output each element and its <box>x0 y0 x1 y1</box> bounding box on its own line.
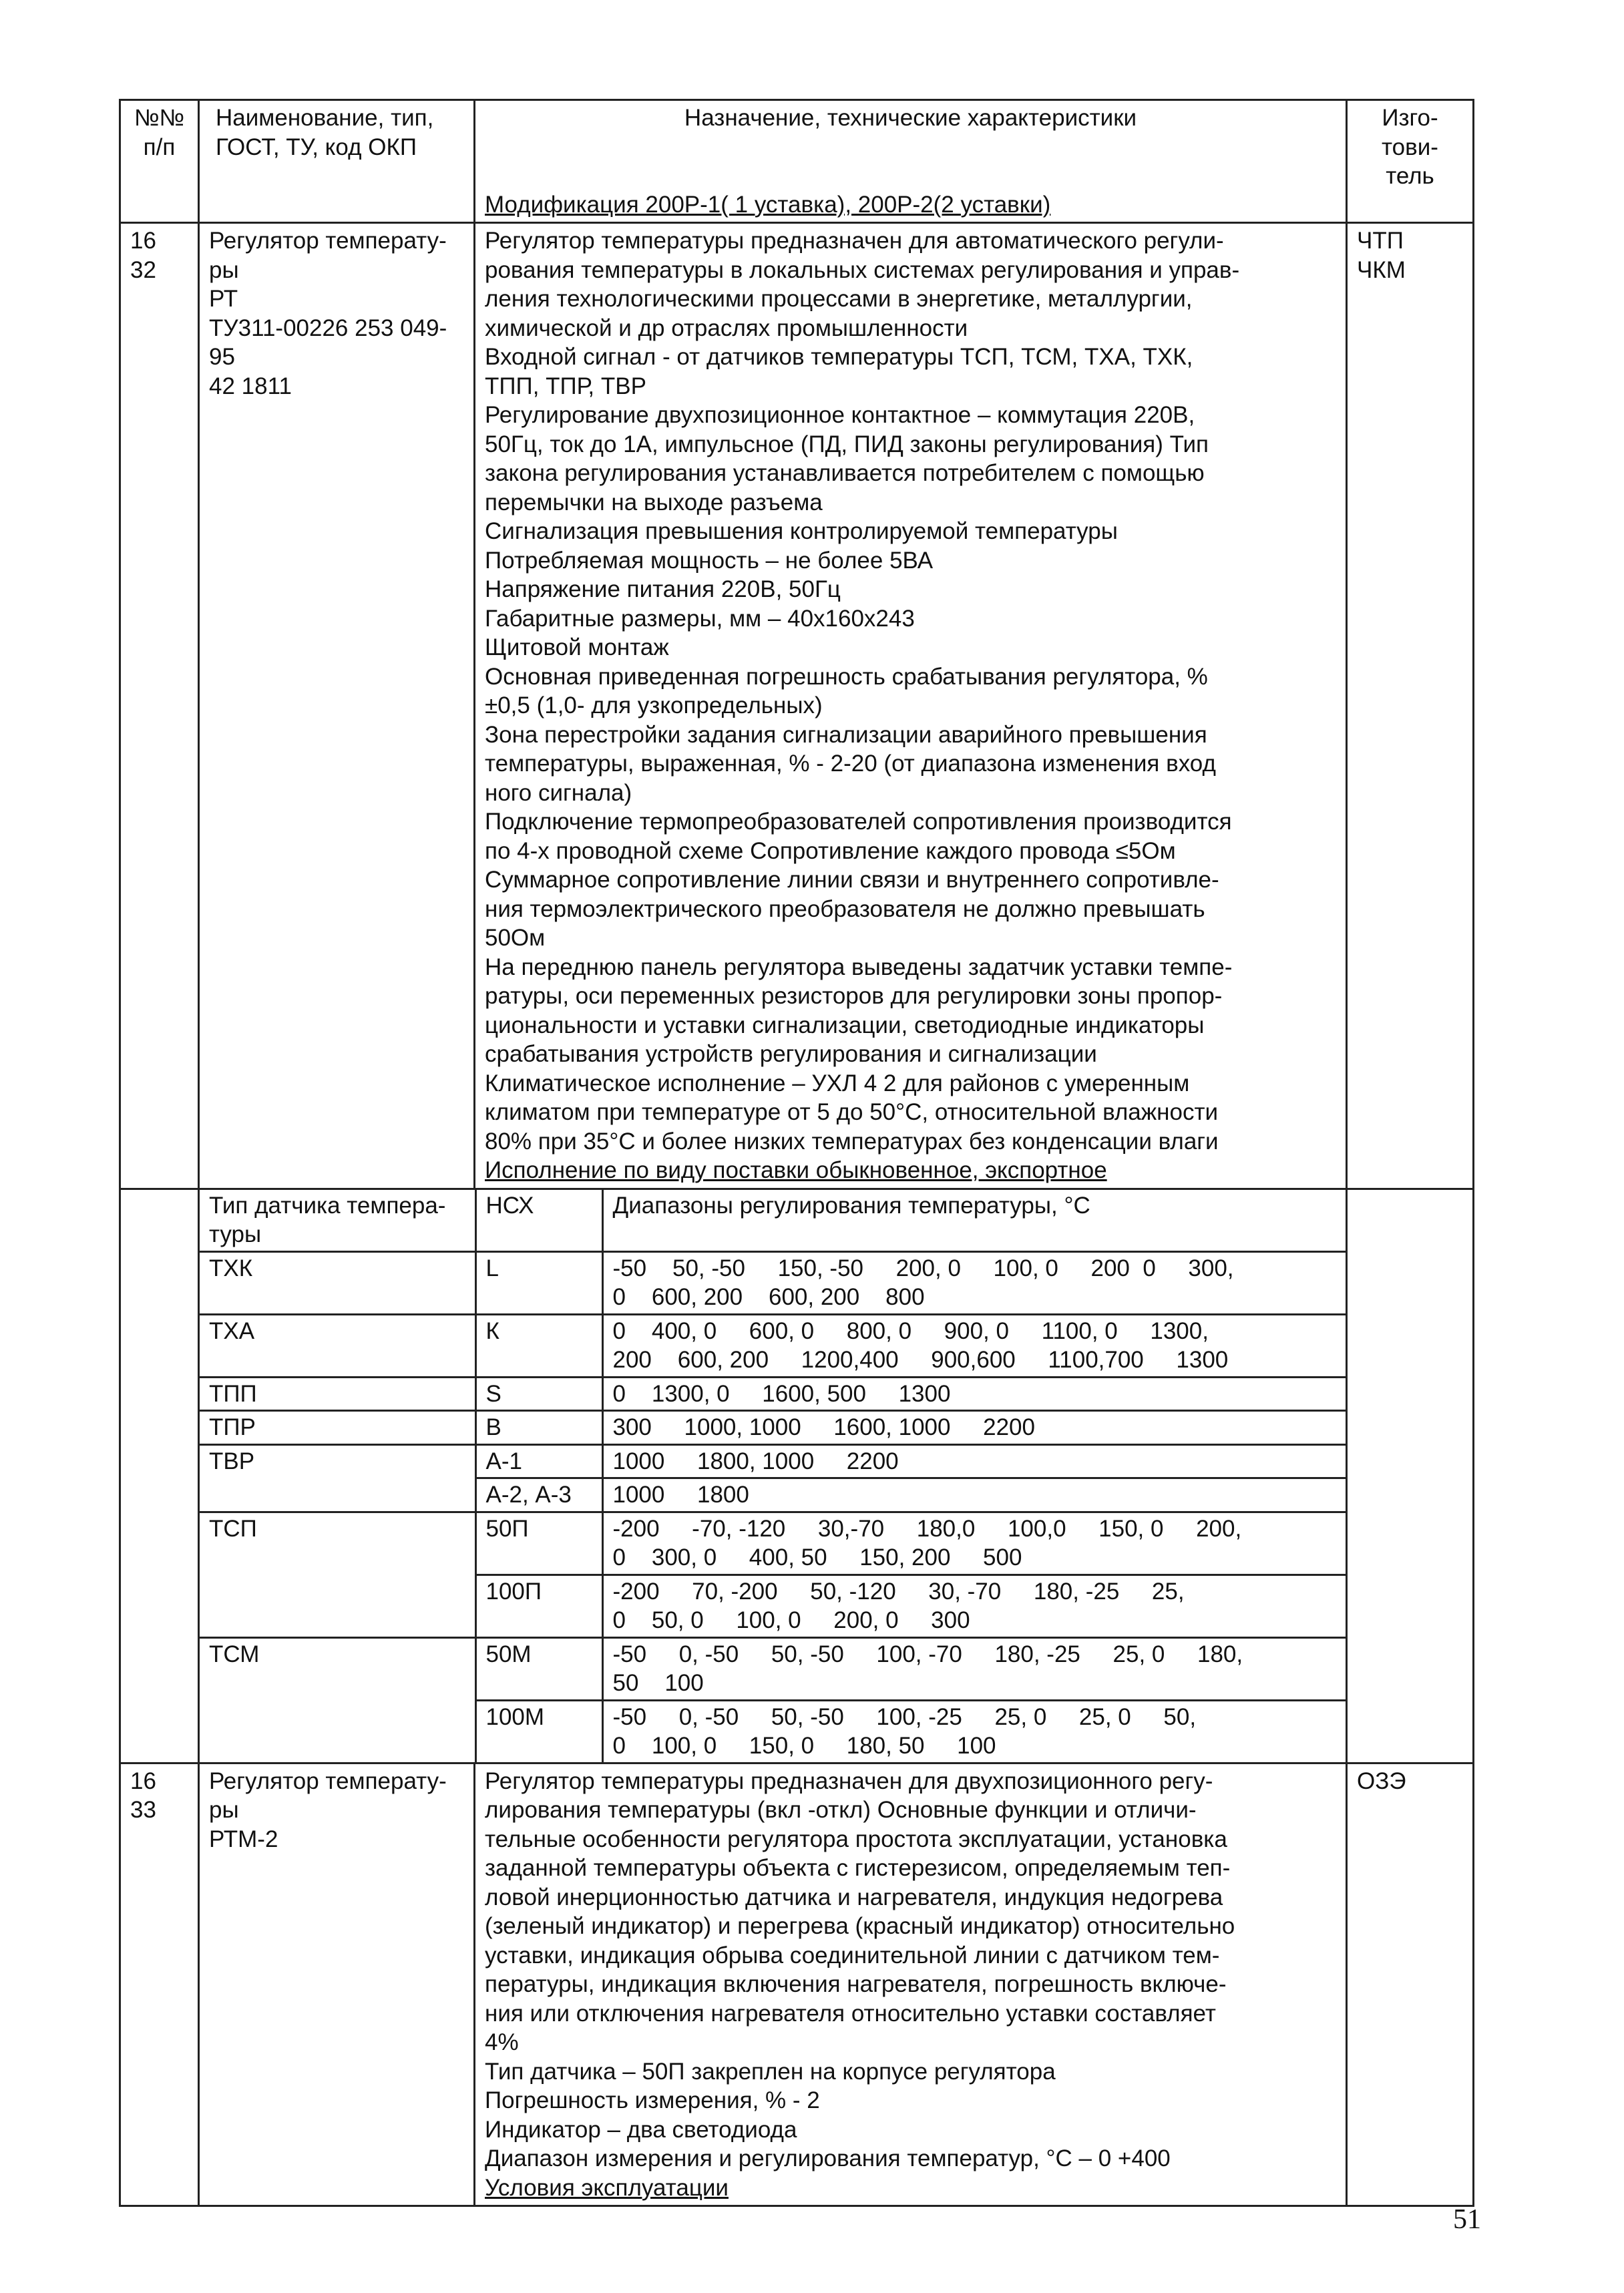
sensor-row <box>200 1512 1346 1575</box>
row2-name <box>199 1763 475 2206</box>
row1-desc-line: Основная приведенная погрешность срабатывания регулятора, % <box>485 663 1208 690</box>
sensor-type-header-line: туры <box>209 1221 262 1247</box>
sensor-range-line: 1000 1800 <box>612 1482 749 1508</box>
sensor-type: ТПП <box>200 1377 475 1411</box>
header-purpose-label: Назначение, технические характеристики <box>684 105 1137 131</box>
row1-maker <box>1347 223 1474 1189</box>
header-modification-label: Модификация 200Р-1( 1 уставка), 200Р-2(2 уставки) <box>485 191 1051 218</box>
row1-number: 16 32 <box>120 223 199 1189</box>
row1-desc-line: Регулирование двухпозиционное контактное – коммутация 220В, <box>485 402 1195 428</box>
sensor-range-line: 0 50, 0 100, 0 200, 0 300 <box>612 1607 970 1633</box>
sensor-type: ТСМ <box>200 1637 475 1762</box>
sensor-range <box>602 1314 1346 1377</box>
sensor-range-line: 50 100 <box>612 1670 704 1696</box>
row1-desc-line: по 4-х проводной схеме Сопротивление каждого провода ≤5Ом <box>485 837 1176 864</box>
row1-desc-line: циональности и уставки сигнализации, светодиодные индикаторы <box>485 1012 1205 1038</box>
row2-desc-line: ловой инерционностью датчика и нагревателя, индукция недогрева <box>485 1884 1223 1910</box>
sensor-row <box>200 1314 1346 1377</box>
sensor-range <box>602 1411 1346 1445</box>
header-number-cell <box>120 100 199 223</box>
row1-description <box>475 223 1347 1189</box>
sensor-range-header: Диапазоны регулирования температуры, °С <box>602 1190 1346 1252</box>
sensor-type: ТВР <box>200 1444 475 1512</box>
sensor-range-line: 300 1000, 1000 1600, 1000 2200 <box>612 1414 1035 1440</box>
sensor-type: ТПР <box>200 1411 475 1445</box>
sensor-hcx: 100П <box>475 1575 602 1637</box>
row2-desc-line: (зеленый индикатор) и перегрева (красный индикатор) относительно <box>485 1913 1235 1939</box>
row1-desc-line: 50Гц, ток до 1А, импульсное (ПД, ПИД законы регулирования) Тип <box>485 431 1209 457</box>
row1-name <box>199 223 475 1189</box>
row1-desc-line: Габаритные размеры, мм – 40х160х243 <box>485 605 915 632</box>
row1-name-line: ры <box>209 256 239 283</box>
row1-desc-line: ления технологическими процессами в энергетике, металлургии, <box>485 286 1193 312</box>
sensor-hcx: А-1 <box>475 1444 602 1478</box>
row1-name-line: 42 1811 <box>209 373 292 399</box>
row1-desc-line: 50Ом <box>485 925 546 951</box>
sensor-type-header-line: Тип датчика темпера- <box>209 1192 446 1219</box>
sensor-range <box>602 1575 1346 1637</box>
row1-desc-line: Климатическое исполнение – УХЛ 4 2 для районов с умеренным <box>485 1070 1190 1096</box>
row2-name-line: РТМ-2 <box>209 1826 278 1852</box>
row1-desc-line: Сигнализация превышения контролируемой температуры <box>485 518 1118 544</box>
sensor-hcx: 50М <box>475 1637 602 1700</box>
sensor-range <box>602 1251 1346 1314</box>
sensor-range-line: -200 -70, -120 30,-70 180,0 100,0 150, 0 200, <box>612 1515 1242 1542</box>
sensor-range-line: 0 1300, 0 1600, 500 1300 <box>612 1380 951 1407</box>
sensor-type: ТСП <box>200 1512 475 1637</box>
table-row-1632 <box>120 223 1474 1189</box>
row2-desc-line: Погрешность измерения, % - 2 <box>485 2087 820 2113</box>
sensor-type: ТХК <box>200 1251 475 1314</box>
row2-name-line: Регулятор температу- <box>209 1767 447 1794</box>
row1-maker-line: ЧТП <box>1357 228 1404 254</box>
sensor-hcx: 50П <box>475 1512 602 1575</box>
row2-desc-line: ния или отключения нагревателя относительно уставки составляет <box>485 2000 1216 2027</box>
sensor-range <box>602 1700 1346 1762</box>
sensor-header-row <box>200 1190 1346 1252</box>
sensor-range-line: -50 0, -50 50, -50 100, -70 180, -25 25, 0 180, <box>612 1641 1243 1667</box>
sensor-hcx: А-2, А-3 <box>475 1478 602 1512</box>
sensor-hcx: S <box>475 1377 602 1411</box>
header-maker-cell <box>1347 100 1474 223</box>
sensor-range <box>602 1377 1346 1411</box>
sensor-range-line: 0 600, 200 600, 200 800 <box>612 1284 925 1310</box>
header-number-label: п/п <box>143 134 176 160</box>
sensor-row <box>200 1251 1346 1314</box>
sensor-row <box>200 1444 1346 1478</box>
row1-name-line: Регулятор температу- <box>209 228 447 254</box>
sensor-type: ТХА <box>200 1314 475 1377</box>
sensor-table-row <box>120 1189 1474 1763</box>
row1-desc-line: ратуры, оси переменных резисторов для регулировки зоны пропор- <box>485 983 1223 1009</box>
header-maker-label: тель <box>1386 163 1434 189</box>
row1-desc-line: Потребляемая мощность – не более 5ВА <box>485 547 934 574</box>
sensor-row <box>200 1377 1346 1411</box>
sensor-range-line: 0 300, 0 400, 50 150, 200 500 <box>612 1544 1022 1571</box>
row1-maker-line: ЧКМ <box>1357 256 1406 283</box>
row1-desc-line: рования температуры в локальных системах регулирования и управ- <box>485 256 1240 283</box>
row2-description <box>475 1763 1347 2206</box>
sensor-range-line: -200 70, -200 50, -120 30, -70 180, -25 25, <box>612 1578 1185 1605</box>
sensor-range <box>602 1512 1346 1575</box>
sensor-hcx: 100М <box>475 1700 602 1762</box>
row1-desc-line: перемычки на выходе разъема <box>485 489 823 515</box>
row2-desc-line: Регулятор температуры предназначен для двухпозиционного регу- <box>485 1767 1213 1794</box>
row1-desc-line: Напряжение питания 220В, 50Гц <box>485 576 841 602</box>
row1-desc-line: закона регулирования устанавливается потребителем с помощью <box>485 460 1205 486</box>
sensor-table-cell <box>199 1189 1347 1763</box>
row1-desc-line: ного сигнала) <box>485 779 632 806</box>
row2-desc-line: пературы, индикация включения нагревателя, погрешность включе- <box>485 1971 1227 1997</box>
sensor-range-line: -50 50, -50 150, -50 200, 0 100, 0 200 0 300, <box>612 1255 1234 1281</box>
sensor-type-header <box>200 1190 475 1252</box>
sensor-range-line: 200 600, 200 1200,400 900,600 1100,700 1300 <box>612 1347 1229 1373</box>
header-name-cell <box>199 100 475 223</box>
row1-desc-line: Подключение термопреобразователей сопротивления производится <box>485 809 1232 835</box>
row1-desc-line: Суммарное сопротивление линии связи и внутреннего сопротивле- <box>485 867 1219 893</box>
header-maker-label: Изго- <box>1382 105 1438 131</box>
header-purpose-cell <box>475 100 1347 223</box>
catalog-table <box>119 99 1474 2207</box>
sensor-range-line: -50 0, -50 50, -50 100, -25 25, 0 25, 0 50, <box>612 1703 1197 1730</box>
row1-name-line: ТУ311-00226 253 049- <box>209 315 447 341</box>
row1-desc-line: ТПП, ТПР, ТВР <box>485 373 646 399</box>
row1-desc-line: химической и др отраслях промышленности <box>485 315 968 341</box>
row2-desc-line: Диапазон измерения и регулирования температур, °С – 0 +400 <box>485 2145 1171 2171</box>
row1-desc-line: климатом при температуре от 5 до 50°С, относительной влажности <box>485 1099 1219 1125</box>
sensor-range-line: 0 100, 0 150, 0 180, 50 100 <box>612 1733 996 1759</box>
row1-desc-line: Входной сигнал - от датчиков температуры ТСП, ТСМ, ТХА, ТХК, <box>485 344 1193 370</box>
row2-desc-line: Индикатор – два светодиода <box>485 2116 797 2143</box>
row2-desc-line: тельные особенности регулятора простота эксплуатации, установка <box>485 1826 1227 1852</box>
sensor-hcx: К <box>475 1314 602 1377</box>
row1-desc-line: Щитовой монтаж <box>485 634 669 660</box>
row1-name-line: 95 <box>209 344 235 370</box>
row2-name-line: ры <box>209 1797 239 1823</box>
page-number: 51 <box>1453 2204 1481 2235</box>
sensor-row <box>200 1637 1346 1700</box>
header-name-label: ГОСТ, ТУ, код ОКП <box>216 134 417 160</box>
sensor-range-line: 0 400, 0 600, 0 800, 0 900, 0 1100, 0 1300, <box>612 1317 1209 1344</box>
row2-desc-line: лирования температуры (вкл -откл) Основные функции и отличи- <box>485 1797 1197 1823</box>
sensor-hcx: L <box>475 1251 602 1314</box>
header-maker-label: тови- <box>1382 134 1438 160</box>
row2-maker <box>1347 1763 1474 2206</box>
row1-desc-line: температуры, выраженная, % - 2-20 (от диапазона изменения вход <box>485 751 1216 777</box>
header-number-label: №№ <box>134 105 185 131</box>
row1-desc-line: Зона перестройки задания сигнализации аварийного превышения <box>485 721 1207 748</box>
header-name-label: Наименование, тип, <box>216 105 434 131</box>
row1-desc-line: Регулятор температуры предназначен для автоматического регули- <box>485 228 1224 254</box>
row1-desc-line: Исполнение по виду поставки обыкновенное, экспортное <box>485 1157 1107 1183</box>
row2-number: 16 33 <box>120 1763 199 2206</box>
row2-maker-line: ОЗЭ <box>1357 1767 1406 1794</box>
row1-desc-line: На переднюю панель регулятора выведены задатчик уставки темпе- <box>485 954 1233 980</box>
row1-desc-line: срабатывания устройств регулирования и сигнализации <box>485 1041 1097 1067</box>
sensor-range <box>602 1444 1346 1478</box>
row1-desc-line: ±0,5 (1,0- для узкопредельных) <box>485 692 823 718</box>
row1-desc-line: 80% при 35°С и более низких температурах без конденсации влаги <box>485 1128 1219 1155</box>
table-row-1633 <box>120 1763 1474 2206</box>
sensor-hcx: В <box>475 1411 602 1445</box>
row2-desc-line: Условия эксплуатации <box>485 2174 729 2201</box>
row2-desc-line: Тип датчика – 50П закреплен на корпусе регулятора <box>485 2058 1056 2085</box>
row1-name-line: РТ <box>209 286 238 312</box>
sensor-range <box>602 1637 1346 1700</box>
row2-desc-line: заданной температуры объекта с гистерезисом, определяемым теп- <box>485 1855 1231 1881</box>
row1-desc-line: ния термоэлектрического преобразователя не должно превышать <box>485 895 1205 922</box>
row2-desc-line: 4% <box>485 2029 519 2055</box>
sensor-blank-maker <box>1347 1189 1474 1763</box>
table-header-row <box>120 100 1474 223</box>
sensor-range-line: 1000 1800, 1000 2200 <box>612 1448 899 1474</box>
sensor-blank-num <box>120 1189 199 1763</box>
sensor-row <box>200 1411 1346 1445</box>
sensor-range <box>602 1478 1346 1512</box>
sensor-hcx-header: НСХ <box>475 1190 602 1252</box>
sensor-range-table <box>200 1190 1346 1762</box>
row2-desc-line: уставки, индикация обрыва соединительной линии с датчиком тем- <box>485 1942 1220 1968</box>
